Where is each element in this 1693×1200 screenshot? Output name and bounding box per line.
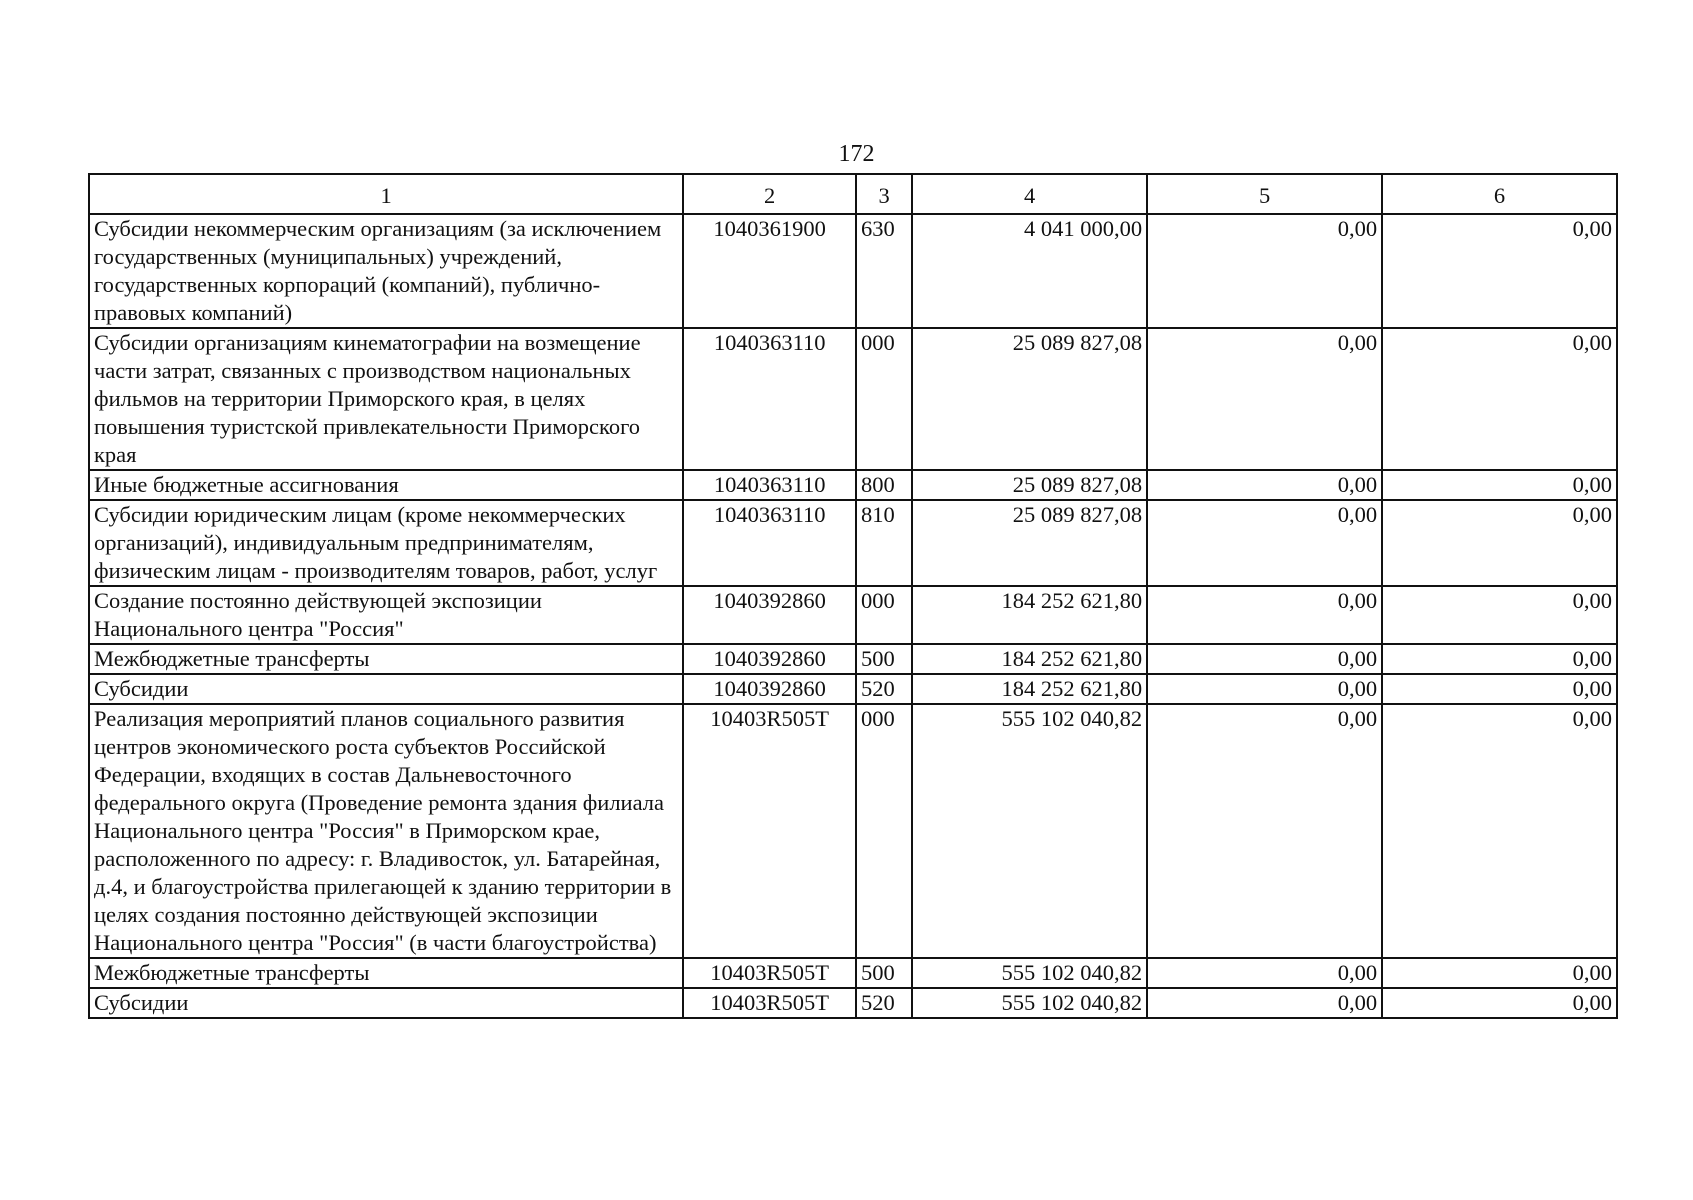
page-number: 172 (838, 141, 875, 167)
row-name-cell: Субсидии организациям кинематографии на возмещение части затрат, связанных с производством национальных фильмов на территории Приморского края, в целях повышения туристской привлекательности Приморского края (89, 328, 683, 470)
amount-column-4-cell: 184 252 621,80 (912, 586, 1147, 644)
amount-column-6-cell: 0,00 (1382, 214, 1617, 328)
amount-column-4-cell: 555 102 040,82 (912, 958, 1147, 988)
table-row (89, 958, 1617, 988)
amount-column-5-cell: 0,00 (1147, 988, 1382, 1018)
row-name-cell: Межбюджетные трансферты (89, 644, 683, 674)
target-article-code-cell: 1040363110 (683, 500, 856, 586)
amount-column-5-cell: 0,00 (1147, 704, 1382, 958)
amount-column-5-cell: 0,00 (1147, 470, 1382, 500)
column-header: 2 (683, 174, 856, 214)
expense-type-code-cell: 520 (856, 988, 912, 1018)
amount-column-6-cell: 0,00 (1382, 586, 1617, 644)
row-name-cell: Реализация мероприятий планов социального развития центров экономического роста субъектов Российской Федерации, входящих в состав Дальневосточного федерального округа (Проведение ремонта здания филиала Национального центра "Россия" в Приморском крае, расположенного по адресу: г. Владивосток, ул. Батарейная, д.4, и благоустройства прилегающей к зданию территории в целях создания постоянно действующей экспозиции Национального центра "Россия" (в части благоустройства) (89, 704, 683, 958)
budget-table (88, 173, 1618, 1019)
amount-column-6-cell: 0,00 (1382, 988, 1617, 1018)
table-row (89, 500, 1617, 586)
row-name-cell: Субсидии (89, 988, 683, 1018)
table-row (89, 704, 1617, 958)
expense-type-code-cell: 810 (856, 500, 912, 586)
column-header: 4 (912, 174, 1147, 214)
expense-type-code-cell: 000 (856, 704, 912, 958)
target-article-code-cell: 10403R505T (683, 988, 856, 1018)
expense-type-code-cell: 000 (856, 586, 912, 644)
amount-column-5-cell: 0,00 (1147, 328, 1382, 470)
amount-column-5-cell: 0,00 (1147, 958, 1382, 988)
column-header: 3 (856, 174, 912, 214)
table-row (89, 328, 1617, 470)
amount-column-4-cell: 25 089 827,08 (912, 500, 1147, 586)
amount-column-5-cell: 0,00 (1147, 586, 1382, 644)
target-article-code-cell: 1040363110 (683, 470, 856, 500)
row-name-cell: Субсидии некоммерческим организациям (за исключением государственных (муниципальных) учреждений, государственных корпораций (компаний), публично-правовых компаний) (89, 214, 683, 328)
amount-column-6-cell: 0,00 (1382, 328, 1617, 470)
amount-column-4-cell: 25 089 827,08 (912, 328, 1147, 470)
amount-column-6-cell: 0,00 (1382, 644, 1617, 674)
amount-column-6-cell: 0,00 (1382, 704, 1617, 958)
amount-column-5-cell: 0,00 (1147, 214, 1382, 328)
column-header: 1 (89, 174, 683, 214)
target-article-code-cell: 10403R505T (683, 958, 856, 988)
amount-column-6-cell: 0,00 (1382, 500, 1617, 586)
target-article-code-cell: 1040363110 (683, 328, 856, 470)
target-article-code-cell: 10403R505T (683, 704, 856, 958)
amount-column-5-cell: 0,00 (1147, 674, 1382, 704)
table-row (89, 470, 1617, 500)
amount-column-4-cell: 184 252 621,80 (912, 644, 1147, 674)
expense-type-code-cell: 520 (856, 674, 912, 704)
amount-column-4-cell: 555 102 040,82 (912, 988, 1147, 1018)
target-article-code-cell: 1040392860 (683, 674, 856, 704)
amount-column-5-cell: 0,00 (1147, 644, 1382, 674)
row-name-cell: Иные бюджетные ассигнования (89, 470, 683, 500)
amount-column-4-cell: 555 102 040,82 (912, 704, 1147, 958)
table-row (89, 586, 1617, 644)
column-header: 6 (1382, 174, 1617, 214)
target-article-code-cell: 1040361900 (683, 214, 856, 328)
expense-type-code-cell: 000 (856, 328, 912, 470)
amount-column-6-cell: 0,00 (1382, 674, 1617, 704)
amount-column-4-cell: 4 041 000,00 (912, 214, 1147, 328)
amount-column-6-cell: 0,00 (1382, 958, 1617, 988)
table-row (89, 214, 1617, 328)
table-row (89, 644, 1617, 674)
table-row (89, 988, 1617, 1018)
expense-type-code-cell: 630 (856, 214, 912, 328)
amount-column-4-cell: 184 252 621,80 (912, 674, 1147, 704)
target-article-code-cell: 1040392860 (683, 586, 856, 644)
expense-type-code-cell: 500 (856, 958, 912, 988)
table-header-row (89, 174, 1617, 214)
column-header: 5 (1147, 174, 1382, 214)
row-name-cell: Межбюджетные трансферты (89, 958, 683, 988)
row-name-cell: Субсидии (89, 674, 683, 704)
amount-column-5-cell: 0,00 (1147, 500, 1382, 586)
expense-type-code-cell: 800 (856, 470, 912, 500)
row-name-cell: Создание постоянно действующей экспозиции Национального центра "Россия" (89, 586, 683, 644)
target-article-code-cell: 1040392860 (683, 644, 856, 674)
table-row (89, 674, 1617, 704)
amount-column-4-cell: 25 089 827,08 (912, 470, 1147, 500)
amount-column-6-cell: 0,00 (1382, 470, 1617, 500)
row-name-cell: Субсидии юридическим лицам (кроме некоммерческих организаций), индивидуальным предпринимателям, физическим лицам - производителям товаров, работ, услуг (89, 500, 683, 586)
expense-type-code-cell: 500 (856, 644, 912, 674)
